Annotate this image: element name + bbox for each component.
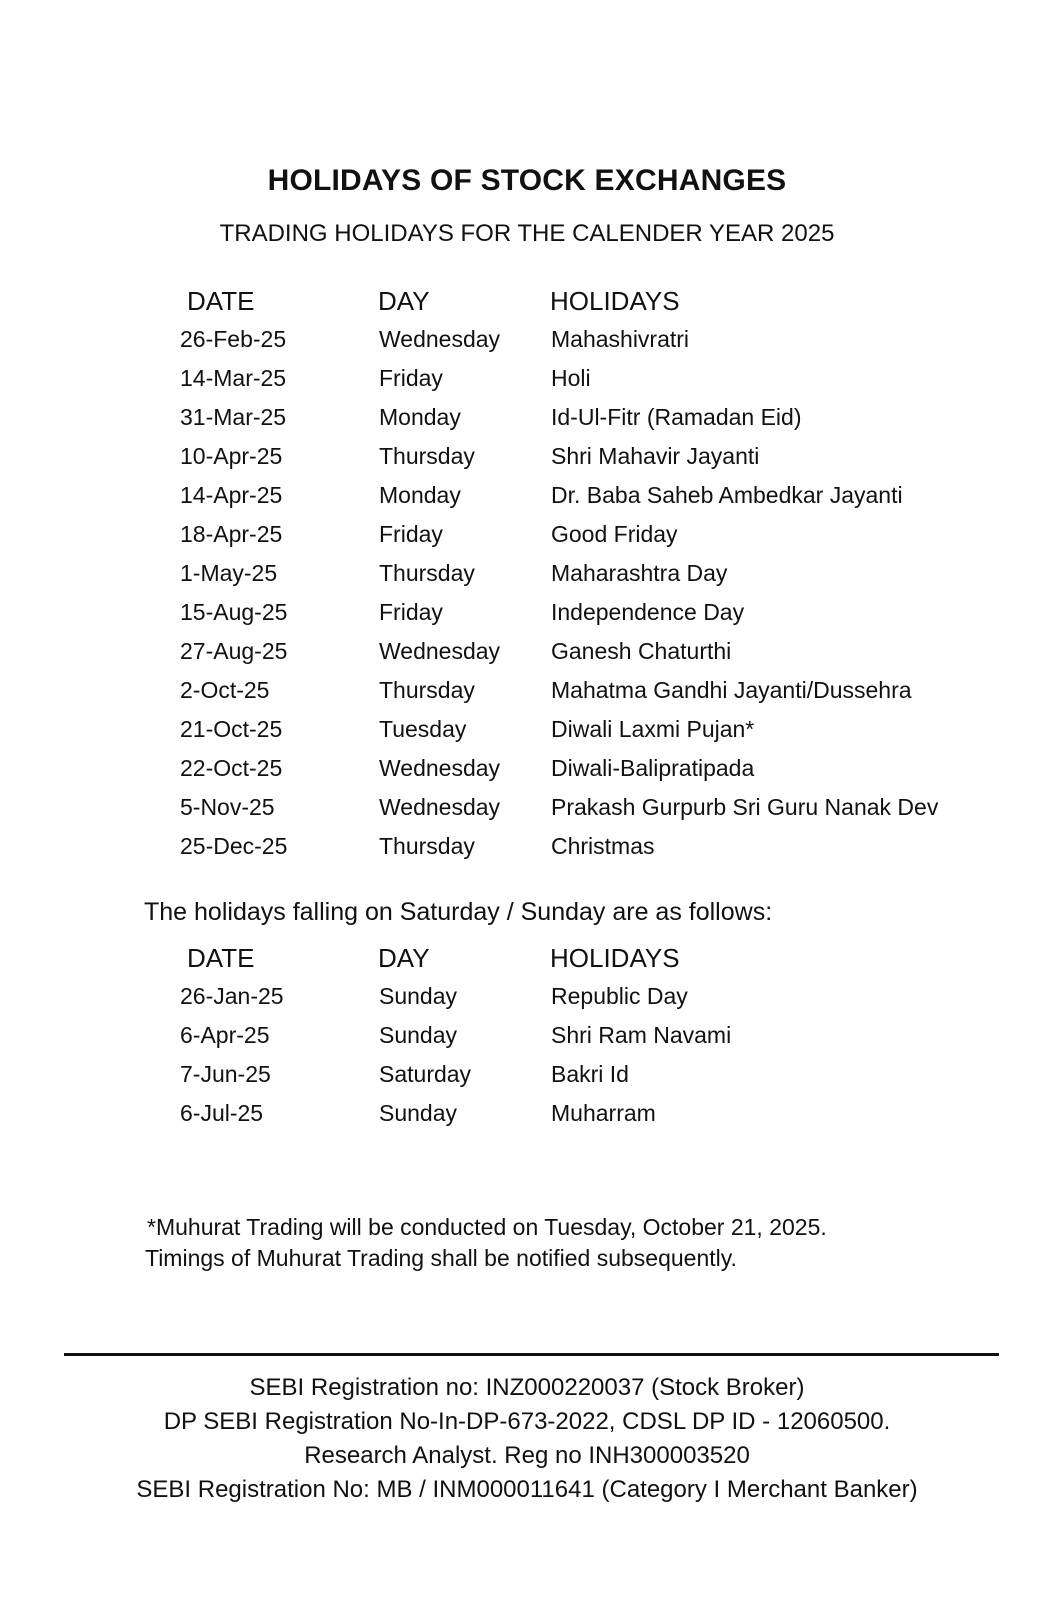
header-holidays: HOLIDAYS: [550, 943, 680, 973]
table-row: [0, 1100, 1054, 1139]
row-date: 10-Apr-25: [180, 443, 283, 469]
row-day: Saturday: [379, 1061, 472, 1087]
row-day: Monday: [379, 404, 461, 430]
footer-merchant-banker: SEBI Registration No: MB / INM000011641 (Category I Merchant Banker): [136, 1476, 918, 1503]
row-day: Friday: [379, 599, 443, 625]
table-row: [0, 521, 1054, 560]
row-day: Tuesday: [379, 716, 467, 742]
row-holiday: Good Friday: [551, 521, 678, 547]
row-day: Sunday: [379, 1022, 458, 1048]
row-day: Thursday: [379, 833, 475, 859]
row-date: 25-Dec-25: [180, 833, 288, 859]
row-date: 21-Oct-25: [180, 716, 283, 742]
table-row: [0, 1022, 1054, 1061]
table-row: [0, 560, 1054, 599]
row-holiday: Muharram: [551, 1100, 656, 1126]
row-date: 14-Mar-25: [180, 365, 287, 391]
row-holiday: Independence Day: [551, 599, 745, 625]
table-header-row: [0, 286, 1054, 326]
table-row: [0, 326, 1054, 365]
page-title: HOLIDAYS OF STOCK EXCHANGES: [267, 164, 787, 197]
table-row: [0, 833, 1054, 872]
row-day: Wednesday: [379, 794, 501, 820]
header-day: DAY: [378, 943, 430, 973]
muhurat-note-line1: *Muhurat Trading will be conducted on Tuesday, October 21, 2025.: [147, 1214, 827, 1240]
row-date: 26-Jan-25: [180, 983, 284, 1009]
footer-sebi-broker: SEBI Registration no: INZ000220037 (Stock Broker): [249, 1374, 805, 1401]
row-date: 1-May-25: [180, 560, 278, 586]
row-day: Sunday: [379, 1100, 458, 1126]
row-date: 6-Apr-25: [180, 1022, 270, 1048]
row-holiday: Christmas: [551, 833, 655, 859]
table-row: [0, 755, 1054, 794]
table-row: [0, 677, 1054, 716]
row-holiday: Ganesh Chaturthi: [551, 638, 732, 664]
row-holiday: Holi: [551, 365, 591, 391]
row-date: 27-Aug-25: [180, 638, 288, 664]
row-holiday: Mahatma Gandhi Jayanti/Dussehra: [551, 677, 912, 703]
muhurat-note-line2: Timings of Muhurat Trading shall be notified subsequently.: [145, 1245, 737, 1271]
row-holiday: Republic Day: [551, 983, 688, 1009]
row-holiday: Id-Ul-Fitr (Ramadan Eid): [551, 404, 802, 430]
table-row: [0, 983, 1054, 1022]
weekend-holidays-table: [0, 943, 1054, 1139]
table-row: [0, 1061, 1054, 1100]
footer-research-analyst: Research Analyst. Reg no INH300003520: [304, 1442, 750, 1469]
row-date: 15-Aug-25: [180, 599, 288, 625]
row-day: Wednesday: [379, 638, 501, 664]
row-holiday: Maharashtra Day: [551, 560, 728, 586]
row-date: 2-Oct-25: [180, 677, 270, 703]
row-date: 31-Mar-25: [180, 404, 287, 430]
row-holiday: Bakri Id: [551, 1061, 629, 1087]
trading-rows: [0, 326, 1054, 872]
header-date: DATE: [187, 286, 255, 316]
row-date: 5-Nov-25: [180, 794, 275, 820]
row-date: 6-Jul-25: [180, 1100, 264, 1126]
row-holiday: Dr. Baba Saheb Ambedkar Jayanti: [551, 482, 903, 508]
row-day: Thursday: [379, 443, 475, 469]
header-day: DAY: [378, 286, 430, 316]
row-holiday: Prakash Gurpurb Sri Guru Nanak Dev: [551, 794, 939, 820]
table-row: [0, 599, 1054, 638]
row-date: 22-Oct-25: [180, 755, 283, 781]
row-day: Friday: [379, 521, 443, 547]
footer-divider: [64, 1353, 999, 1356]
row-date: 14-Apr-25: [180, 482, 283, 508]
table-row: [0, 638, 1054, 677]
row-holiday: Diwali Laxmi Pujan*: [551, 716, 755, 742]
row-date: 26-Feb-25: [180, 326, 287, 352]
table-row: [0, 404, 1054, 443]
row-day: Friday: [379, 365, 443, 391]
row-day: Wednesday: [379, 326, 501, 352]
header-holidays: HOLIDAYS: [550, 286, 680, 316]
row-holiday: Mahashivratri: [551, 326, 690, 352]
row-day: Wednesday: [379, 755, 501, 781]
row-day: Sunday: [379, 983, 458, 1009]
footer-dp-registration: DP SEBI Registration No-In-DP-673-2022, CDSL DP ID - 12060500.: [163, 1408, 891, 1435]
trading-holidays-table: [0, 286, 1054, 872]
row-holiday: Diwali-Balipratipada: [551, 755, 755, 781]
weekend-rows: [0, 983, 1054, 1139]
row-day: Thursday: [379, 677, 475, 703]
table-row: [0, 716, 1054, 755]
row-date: 7-Jun-25: [180, 1061, 271, 1087]
weekend-intro-text: The holidays falling on Saturday / Sunday are as follows:: [144, 898, 773, 926]
table-row: [0, 443, 1054, 482]
table-row: [0, 365, 1054, 404]
row-holiday: Shri Mahavir Jayanti: [551, 443, 760, 469]
row-day: Thursday: [379, 560, 475, 586]
row-date: 18-Apr-25: [180, 521, 283, 547]
table-row: [0, 794, 1054, 833]
header-date: DATE: [187, 943, 255, 973]
table-row: [0, 482, 1054, 521]
row-day: Monday: [379, 482, 461, 508]
row-holiday: Shri Ram Navami: [551, 1022, 732, 1048]
page-subtitle: TRADING HOLIDAYS FOR THE CALENDER YEAR 2025: [219, 220, 835, 247]
table-header-row: [0, 943, 1054, 983]
